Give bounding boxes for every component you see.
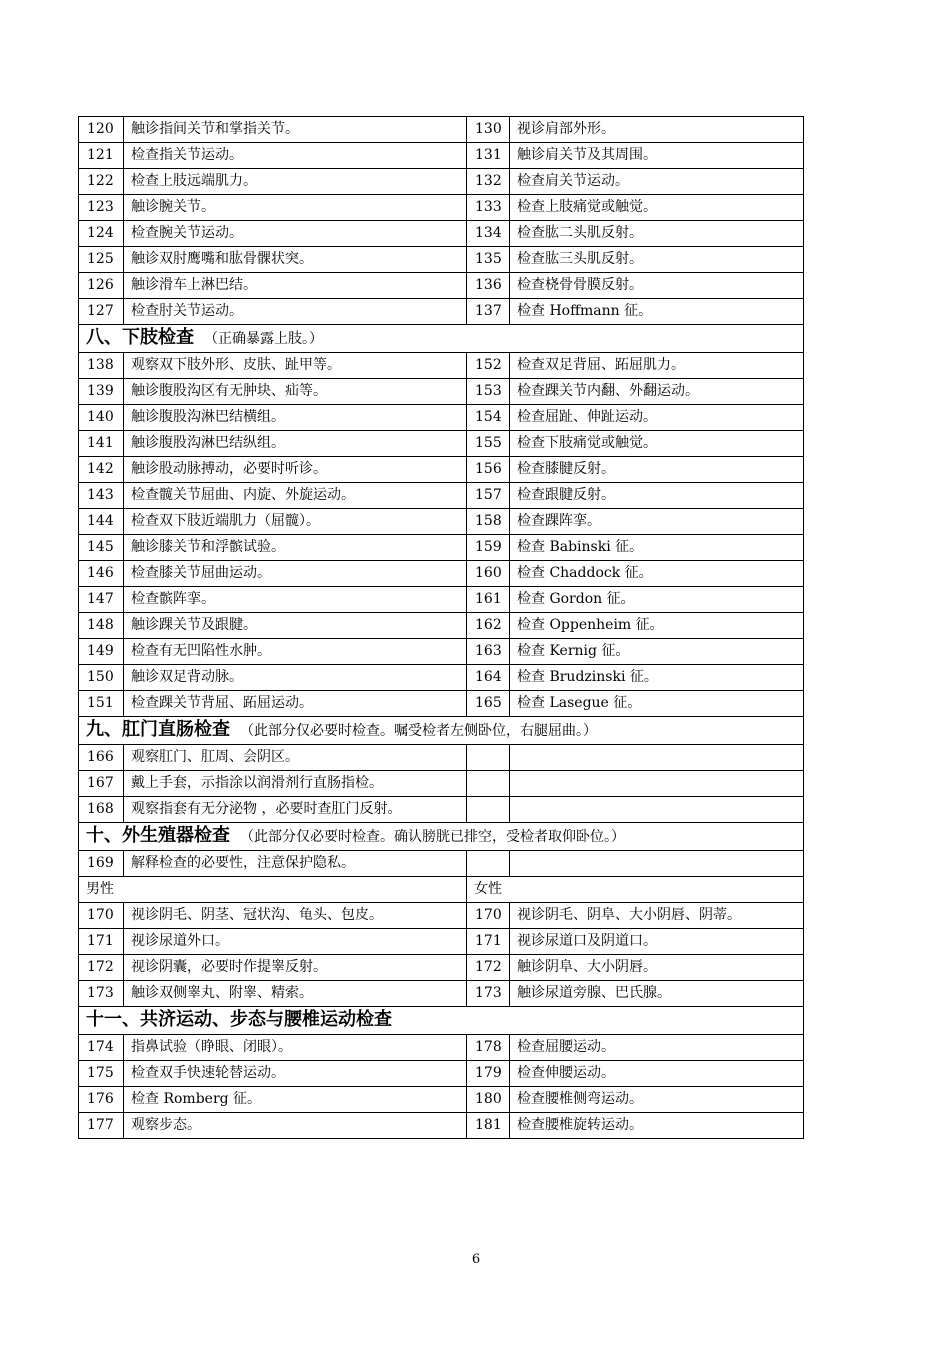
item-text [510, 851, 804, 877]
item-number: 124 [79, 221, 124, 247]
item-number: 160 [467, 561, 510, 587]
item-text: 解释检查的必要性，注意保护隐私。 [124, 851, 467, 877]
table-row [79, 929, 804, 955]
gender-label-row [79, 877, 804, 903]
section-header [79, 325, 804, 353]
item-number: 149 [79, 639, 124, 665]
section-header [79, 1007, 804, 1035]
section-note: （正确暴露上肢。） [204, 331, 323, 347]
item-number: 173 [467, 981, 510, 1007]
item-text: 触诊踝关节及跟腱。 [124, 613, 467, 639]
item-number: 178 [467, 1035, 510, 1061]
item-number: 162 [467, 613, 510, 639]
item-number: 151 [79, 691, 124, 717]
item-text: 检查髌阵挛。 [124, 587, 467, 613]
item-number: 142 [79, 457, 124, 483]
item-number: 146 [79, 561, 124, 587]
item-number: 152 [467, 353, 510, 379]
item-text: 检查双下肢近端肌力（屈髋）。 [124, 509, 467, 535]
item-text: 检查双手快速轮替运动。 [124, 1061, 467, 1087]
table-row [79, 431, 804, 457]
item-text [510, 745, 804, 771]
item-number: 165 [467, 691, 510, 717]
item-number: 123 [79, 195, 124, 221]
item-number: 163 [467, 639, 510, 665]
section-header-row [79, 823, 804, 851]
item-number: 148 [79, 613, 124, 639]
item-text: 触诊指间关节和掌指关节。 [124, 117, 467, 143]
item-text: 观察步态。 [124, 1113, 467, 1139]
item-number: 157 [467, 483, 510, 509]
item-text: 检查 Kernig 征。 [510, 639, 804, 665]
section-header-row [79, 717, 804, 745]
section-title: 十、外生殖器检查 [86, 825, 230, 846]
table-row [79, 665, 804, 691]
item-text: 检查 Lasegue 征。 [510, 691, 804, 717]
section-title: 九、肛门直肠检查 [86, 719, 230, 740]
item-text: 视诊阴毛、阴阜、大小阴唇、阴蒂。 [510, 903, 804, 929]
table-row [79, 797, 804, 823]
item-number: 147 [79, 587, 124, 613]
item-text: 检查 Brudzinski 征。 [510, 665, 804, 691]
item-text: 检查膝关节屈曲运动。 [124, 561, 467, 587]
item-number: 153 [467, 379, 510, 405]
male-label: 男性 [79, 877, 467, 903]
item-number: 168 [79, 797, 124, 823]
item-text: 检查屈趾、伸趾运动。 [510, 405, 804, 431]
item-text: 检查肩关节运动。 [510, 169, 804, 195]
item-text: 检查 Romberg 征。 [124, 1087, 467, 1113]
item-text: 观察指套有无分泌物 ，必要时查肛门反射。 [124, 797, 467, 823]
item-number: 143 [79, 483, 124, 509]
table-row [79, 639, 804, 665]
item-text: 检查踝阵挛。 [510, 509, 804, 535]
table-row [79, 483, 804, 509]
item-text: 观察双下肢外形、皮肤、趾甲等。 [124, 353, 467, 379]
item-text: 视诊尿道外口。 [124, 929, 467, 955]
exam-checklist-table [78, 116, 804, 1139]
table-row [79, 379, 804, 405]
item-number: 159 [467, 535, 510, 561]
item-text: 检查上肢远端肌力。 [124, 169, 467, 195]
table-row [79, 353, 804, 379]
item-text [510, 771, 804, 797]
table-row [79, 169, 804, 195]
section-header [79, 823, 804, 851]
table-row [79, 587, 804, 613]
section-title: 八、下肢检查 [86, 327, 194, 348]
item-number: 126 [79, 273, 124, 299]
item-number [467, 745, 510, 771]
item-text: 触诊双侧睾丸、附睾、精索。 [124, 981, 467, 1007]
table-row [79, 771, 804, 797]
item-number: 150 [79, 665, 124, 691]
item-text: 触诊腹股沟淋巴结横组。 [124, 405, 467, 431]
item-number: 137 [467, 299, 510, 325]
table-row [79, 1061, 804, 1087]
table-row [79, 457, 804, 483]
item-number: 169 [79, 851, 124, 877]
item-text: 检查 Oppenheim 征。 [510, 613, 804, 639]
table-row [79, 691, 804, 717]
table-row [79, 1087, 804, 1113]
item-number: 175 [79, 1061, 124, 1087]
section-header-row [79, 1007, 804, 1035]
item-number: 121 [79, 143, 124, 169]
item-number: 164 [467, 665, 510, 691]
item-number: 154 [467, 405, 510, 431]
section-title: 十一、共济运动、步态与腰椎运动检查 [86, 1009, 392, 1030]
item-number: 171 [79, 929, 124, 955]
item-text: 检查腕关节运动。 [124, 221, 467, 247]
item-text: 触诊滑车上淋巴结。 [124, 273, 467, 299]
page-number: 6 [471, 1252, 481, 1267]
item-number: 138 [79, 353, 124, 379]
item-number: 174 [79, 1035, 124, 1061]
item-number: 122 [79, 169, 124, 195]
table-row [79, 851, 804, 877]
item-text: 视诊阴囊，必要时作提睾反射。 [124, 955, 467, 981]
item-number: 181 [467, 1113, 510, 1139]
item-text: 检查桡骨骨膜反射。 [510, 273, 804, 299]
item-text: 视诊尿道口及阴道口。 [510, 929, 804, 955]
item-number: 131 [467, 143, 510, 169]
item-number: 180 [467, 1087, 510, 1113]
item-text: 检查伸腰运动。 [510, 1061, 804, 1087]
item-text: 检查屈腰运动。 [510, 1035, 804, 1061]
table-row [79, 221, 804, 247]
exam-checklist-body [79, 117, 804, 1139]
item-text: 指鼻试验（睁眼、闭眼）。 [124, 1035, 467, 1061]
item-text: 触诊阴阜、大小阴唇。 [510, 955, 804, 981]
item-text: 检查 Hoffmann 征。 [510, 299, 804, 325]
section-header-row [79, 325, 804, 353]
item-number: 127 [79, 299, 124, 325]
item-text: 检查双足背屈、跖屈肌力。 [510, 353, 804, 379]
item-text: 触诊尿道旁腺、巴氏腺。 [510, 981, 804, 1007]
item-number: 158 [467, 509, 510, 535]
table-row [79, 561, 804, 587]
item-number: 130 [467, 117, 510, 143]
item-number: 173 [79, 981, 124, 1007]
item-text: 戴上手套，示指涂以润滑剂行直肠指检。 [124, 771, 467, 797]
table-row [79, 745, 804, 771]
item-number: 135 [467, 247, 510, 273]
table-row [79, 535, 804, 561]
item-text: 检查踝关节背屈、跖屈运动。 [124, 691, 467, 717]
item-number: 171 [467, 929, 510, 955]
item-number: 125 [79, 247, 124, 273]
item-text: 检查 Chaddock 征。 [510, 561, 804, 587]
item-text: 检查腰椎侧弯运动。 [510, 1087, 804, 1113]
table-row [79, 1113, 804, 1139]
item-number: 139 [79, 379, 124, 405]
item-text: 视诊肩部外形。 [510, 117, 804, 143]
table-row [79, 117, 804, 143]
item-number: 133 [467, 195, 510, 221]
item-text: 检查肱三头肌反射。 [510, 247, 804, 273]
item-text: 检查跟腱反射。 [510, 483, 804, 509]
item-number: 134 [467, 221, 510, 247]
item-text: 检查肱二头肌反射。 [510, 221, 804, 247]
item-number: 161 [467, 587, 510, 613]
section-note: （此部分仅必要时检查。确认膀胱已排空，受检者取仰卧位。） [240, 829, 625, 845]
table-row [79, 405, 804, 431]
item-text: 触诊膝关节和浮髌试验。 [124, 535, 467, 561]
item-number: 172 [467, 955, 510, 981]
table-row [79, 143, 804, 169]
item-number [467, 851, 510, 877]
table-row [79, 903, 804, 929]
item-text: 触诊双足背动脉。 [124, 665, 467, 691]
table-row [79, 509, 804, 535]
female-label: 女性 [467, 877, 804, 903]
item-text: 触诊腹股沟淋巴结纵组。 [124, 431, 467, 457]
section-note: （此部分仅必要时检查。嘱受检者左侧卧位，右腿屈曲。） [240, 723, 597, 739]
item-number: 156 [467, 457, 510, 483]
item-number: 170 [467, 903, 510, 929]
item-number: 177 [79, 1113, 124, 1139]
item-number: 120 [79, 117, 124, 143]
item-text: 检查膝腱反射。 [510, 457, 804, 483]
item-number: 176 [79, 1087, 124, 1113]
table-row [79, 195, 804, 221]
table-row [79, 1035, 804, 1061]
item-text: 检查上肢痛觉或触觉。 [510, 195, 804, 221]
item-text: 触诊双肘鹰嘴和肱骨髁状突。 [124, 247, 467, 273]
item-number: 141 [79, 431, 124, 457]
item-number: 140 [79, 405, 124, 431]
item-number: 167 [79, 771, 124, 797]
item-number: 155 [467, 431, 510, 457]
item-text: 视诊阴毛、阴茎、冠状沟、龟头、包皮。 [124, 903, 467, 929]
table-row [79, 247, 804, 273]
item-number: 172 [79, 955, 124, 981]
item-text: 检查 Gordon 征。 [510, 587, 804, 613]
item-text: 触诊肩关节及其周围。 [510, 143, 804, 169]
item-number: 145 [79, 535, 124, 561]
table-row [79, 955, 804, 981]
item-text: 检查髋关节屈曲、内旋、外旋运动。 [124, 483, 467, 509]
item-text: 检查有无凹陷性水肿。 [124, 639, 467, 665]
item-number: 166 [79, 745, 124, 771]
item-text: 检查腰椎旋转运动。 [510, 1113, 804, 1139]
table-row [79, 299, 804, 325]
item-number: 132 [467, 169, 510, 195]
item-text: 检查踝关节内翻、外翻运动。 [510, 379, 804, 405]
item-number: 179 [467, 1061, 510, 1087]
item-text: 检查 Babinski 征。 [510, 535, 804, 561]
section-header [79, 717, 804, 745]
item-number: 144 [79, 509, 124, 535]
item-text: 观察肛门、肛周、会阴区。 [124, 745, 467, 771]
item-text: 触诊腹股沟区有无肿块、疝等。 [124, 379, 467, 405]
table-row [79, 613, 804, 639]
item-number [467, 771, 510, 797]
item-text: 触诊股动脉搏动，必要时听诊。 [124, 457, 467, 483]
item-text [510, 797, 804, 823]
table-row [79, 273, 804, 299]
item-number: 170 [79, 903, 124, 929]
item-number [467, 797, 510, 823]
item-number: 136 [467, 273, 510, 299]
item-text: 检查下肢痛觉或触觉。 [510, 431, 804, 457]
table-row [79, 981, 804, 1007]
item-text: 检查肘关节运动。 [124, 299, 467, 325]
item-text: 触诊腕关节。 [124, 195, 467, 221]
item-text: 检查指关节运动。 [124, 143, 467, 169]
